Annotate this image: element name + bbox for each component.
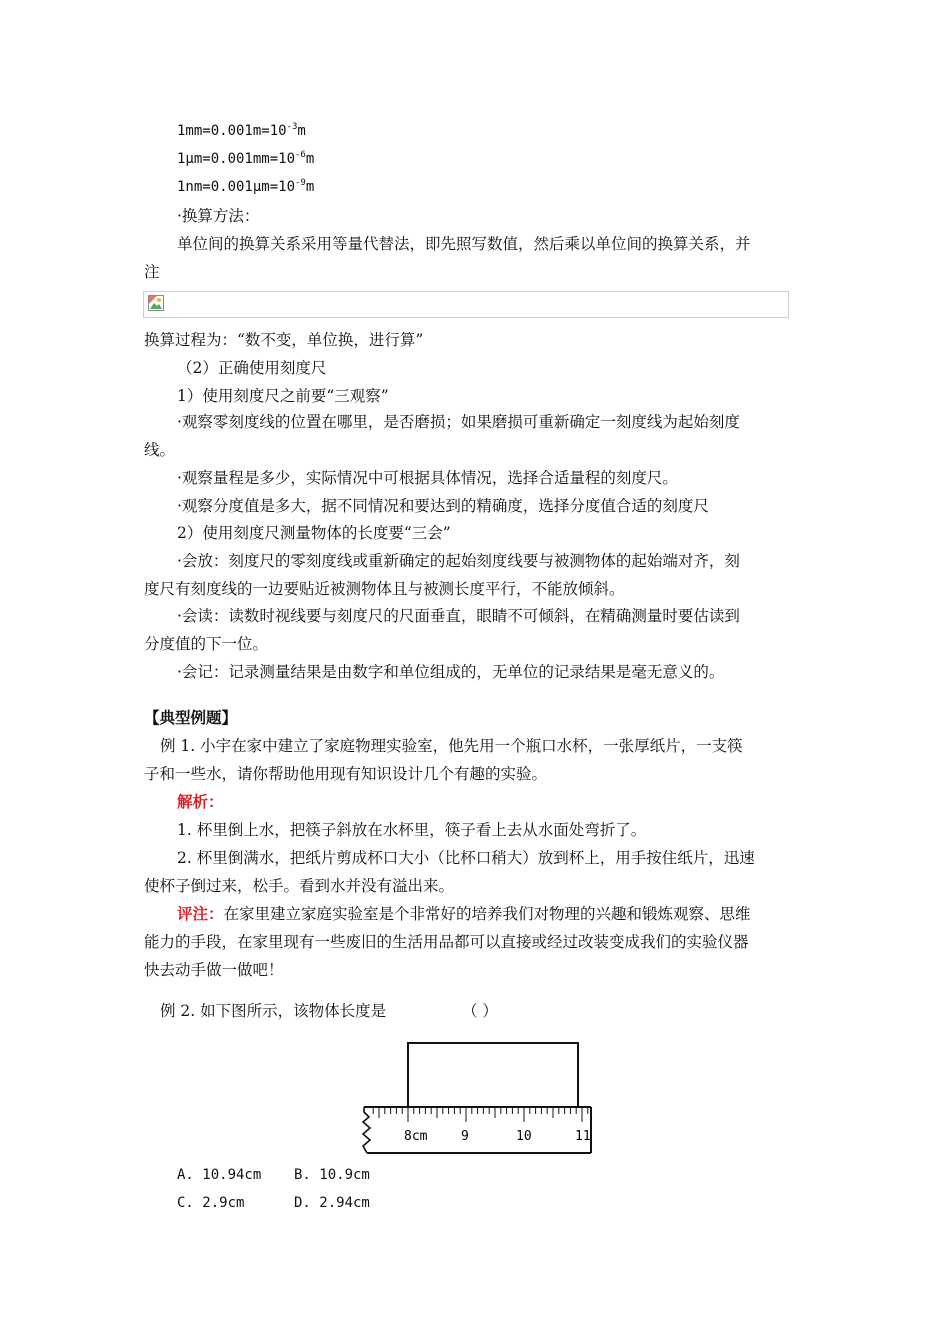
example2-question: 例 2. 如下图所示，该物体长度是 — [160, 1002, 387, 1020]
comment-line1: 评注：在家里建立家庭实验室是个非常好的培养我们对物理的兴趣和锻炼观察、思维 — [177, 904, 751, 923]
section-title: 【典型例题】 — [144, 708, 238, 727]
example1-line1: 例 1. 小宇在家中建立了家庭物理实验室，他先用一个瓶口水杯，一张厚纸片，一支筷 — [160, 737, 743, 755]
observe-division: ·观察分度值是多大，据不同情况和要达到的精确度，选择分度值合适的刻度尺 — [177, 497, 709, 515]
option-b: B. 10.9cm — [294, 1167, 370, 1183]
broken-image-icon — [148, 295, 164, 311]
conversion-para-line2: 注 — [144, 263, 160, 281]
observe-zero-line2: 线。 — [144, 441, 176, 459]
comment-line2: 能力的手段，在家里现有一些废旧的生活用品都可以直接或经过改装变成我们的实验仪器 — [144, 933, 749, 951]
example1-line2: 子和一些水，请你帮助他用现有知识设计几个有趣的实验。 — [144, 765, 548, 783]
ruler-broken-end — [363, 1107, 370, 1153]
analysis-item1: 1. 杯里倒上水，把筷子斜放在水杯里，筷子看上去从水面处弯折了。 — [177, 821, 647, 839]
comment-label: 评注： — [177, 904, 224, 923]
comment-line3: 快去动手做一做吧！ — [144, 961, 284, 979]
rule-place-line1: ·会放：刻度尺的零刻度线或重新确定的起始刻度线要与被测物体的起始端对齐，刻 — [177, 552, 740, 570]
ruler-label-8cm: 8cm — [404, 1129, 428, 1144]
unit-um: $1\mu m=0.001mm=10^{-6}m$ — [177, 150, 315, 167]
analysis-label: 解析： — [177, 792, 224, 811]
rule-read-line2: 分度值的下一位。 — [144, 635, 269, 653]
unit-mm: $1mm=0.001m=10^{-3}m$ — [177, 122, 306, 139]
ruler-label-10: 10 — [516, 1129, 532, 1144]
analysis-item2-line1: 2. 杯里倒满水，把纸片剪成杯口大小（比杯口稍大）放到杯上，用手按住纸片，迅速 — [177, 849, 755, 867]
option-c: C. 2.9cm — [177, 1195, 245, 1211]
image-placeholder — [143, 291, 789, 318]
ruler-usage-sub1: 1）使用刻度尺之前要“三观察” — [177, 387, 389, 405]
rule-read-line1: ·会读：读数时视线要与刻度尺的尺面垂直，眼睛不可倾斜，在精确测量时要估读到 — [177, 607, 740, 625]
conversion-process: 换算过程为：“数不变，单位换，进行算” — [144, 331, 424, 349]
option-d: D. 2.94cm — [294, 1195, 370, 1211]
rule-place-line2: 度尺有刻度线的一边要贴近被测物体且与被测长度平行，不能放倾斜。 — [144, 580, 625, 598]
conversion-para-line1: 单位间的换算关系采用等量代替法，即先照写数值，然后乘以单位间的换算关系，并 — [177, 235, 751, 253]
observe-zero-line1: ·观察零刻度线的位置在哪里，是否磨损；如果磨损可重新确定一刻度线为起始刻度 — [177, 413, 740, 431]
ruler-figure — [357, 1040, 597, 1160]
ruler-label-11: 11 — [575, 1129, 591, 1144]
measured-object — [408, 1043, 578, 1107]
observe-range: ·观察量程是多少，实际情况中可根据具体情况，选择合适量程的刻度尺。 — [177, 469, 678, 487]
unit-nm: $1nm=0.001\mu m=10^{-9}m$ — [177, 178, 315, 195]
ruler-label-9: 9 — [461, 1129, 469, 1144]
conversion-heading: ·换算方法： — [177, 207, 260, 225]
ruler-usage-sub2: 2）使用刻度尺测量物体的长度要“三会” — [177, 524, 451, 542]
ruler-usage-heading: （2）正确使用刻度尺 — [177, 359, 327, 377]
ruler-ticks — [373, 1107, 588, 1122]
option-a: A. 10.94cm — [177, 1167, 262, 1183]
answer-blank: （ ） — [462, 1002, 498, 1020]
analysis-item2-line2: 使杯子倒过来，松手。看到水并没有溢出来。 — [144, 877, 455, 895]
rule-record: ·会记：记录测量结果是由数字和单位组成的，无单位的记录结果是毫无意义的。 — [177, 663, 725, 681]
